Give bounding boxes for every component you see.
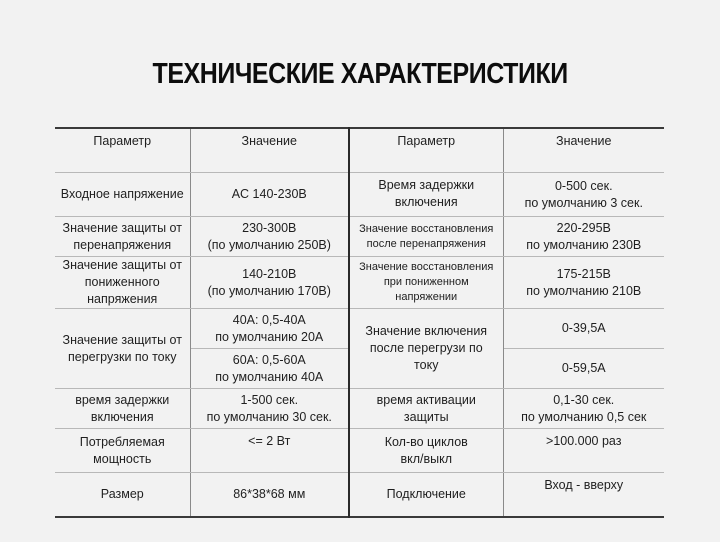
- param-protection-activation-time: время активации защиты: [349, 389, 503, 429]
- header-left-value: Значение: [190, 128, 349, 173]
- value-overcurrent-40a: 40А: 0,5-40А по умолчанию 20А: [190, 309, 349, 349]
- param-input-voltage: Входное напряжение: [55, 173, 190, 217]
- param-overcurrent-reclose: Значение включения после перегрузи по току: [349, 309, 503, 389]
- param-overvoltage-protection: Значение защиты от перенапряжения: [55, 217, 190, 257]
- param-power-consumption: Потребляемая мощность: [55, 429, 190, 473]
- value-protection-activation-time: 0,1-30 сек. по умолчанию 0,5 сек: [503, 389, 664, 429]
- value-undervoltage-protection: 140-210В (по умолчанию 170В): [190, 257, 349, 309]
- value-turn-on-delay: 1-500 сек. по умолчанию 30 сек.: [190, 389, 349, 429]
- value-overvoltage-protection: 230-300В (по умолчанию 250В): [190, 217, 349, 257]
- value-startup-delay: 0-500 сек. по умолчанию 3 сек.: [503, 173, 664, 217]
- param-undervoltage-recovery: Значение восстановления при пониженном напряжении: [349, 257, 503, 309]
- param-connection: Подключение: [349, 473, 503, 518]
- table-row: [55, 473, 664, 518]
- table-row: [55, 217, 664, 257]
- value-switching-cycles: >100.000 раз: [503, 429, 664, 473]
- table-row: [55, 309, 664, 349]
- param-startup-delay: Время задержки включения: [349, 173, 503, 217]
- param-overvoltage-recovery: Значение восстановления после перенапряжения: [349, 217, 503, 257]
- value-connection: Вход - вверху: [503, 473, 664, 518]
- header-right-value: Значение: [503, 128, 664, 173]
- specifications-table: [55, 127, 664, 518]
- value-overcurrent-reclose-40a: 0-39,5А: [503, 309, 664, 349]
- value-overvoltage-recovery: 220-295В по умолчанию 230В: [503, 217, 664, 257]
- table-row: [55, 257, 664, 309]
- param-overcurrent-protection: Значение защиты от перегрузки по току: [55, 309, 190, 389]
- value-undervoltage-recovery: 175-215В по умолчанию 210В: [503, 257, 664, 309]
- value-overcurrent-60a: 60А: 0,5-60А по умолчанию 40А: [190, 349, 349, 389]
- table-row: [55, 429, 664, 473]
- value-overcurrent-reclose-60a: 0-59,5А: [503, 349, 664, 389]
- value-size: 86*38*68 мм: [190, 473, 349, 518]
- value-input-voltage: AC 140-230В: [190, 173, 349, 217]
- value-power-consumption: <= 2 Вт: [190, 429, 349, 473]
- param-switching-cycles: Кол-во циклов вкл/выкл: [349, 429, 503, 473]
- param-size: Размер: [55, 473, 190, 518]
- header-right-param: Параметр: [349, 128, 503, 173]
- table-row: [55, 389, 664, 429]
- param-undervoltage-protection: Значение защиты от пониженного напряжения: [55, 257, 190, 309]
- table-row: [55, 173, 664, 217]
- table-header-row: [55, 128, 664, 173]
- page-title: ТЕХНИЧЕСКИЕ ХАРАКТЕРИСТИКИ: [152, 58, 568, 90]
- header-left-param: Параметр: [55, 128, 190, 173]
- param-turn-on-delay: время задержки включения: [55, 389, 190, 429]
